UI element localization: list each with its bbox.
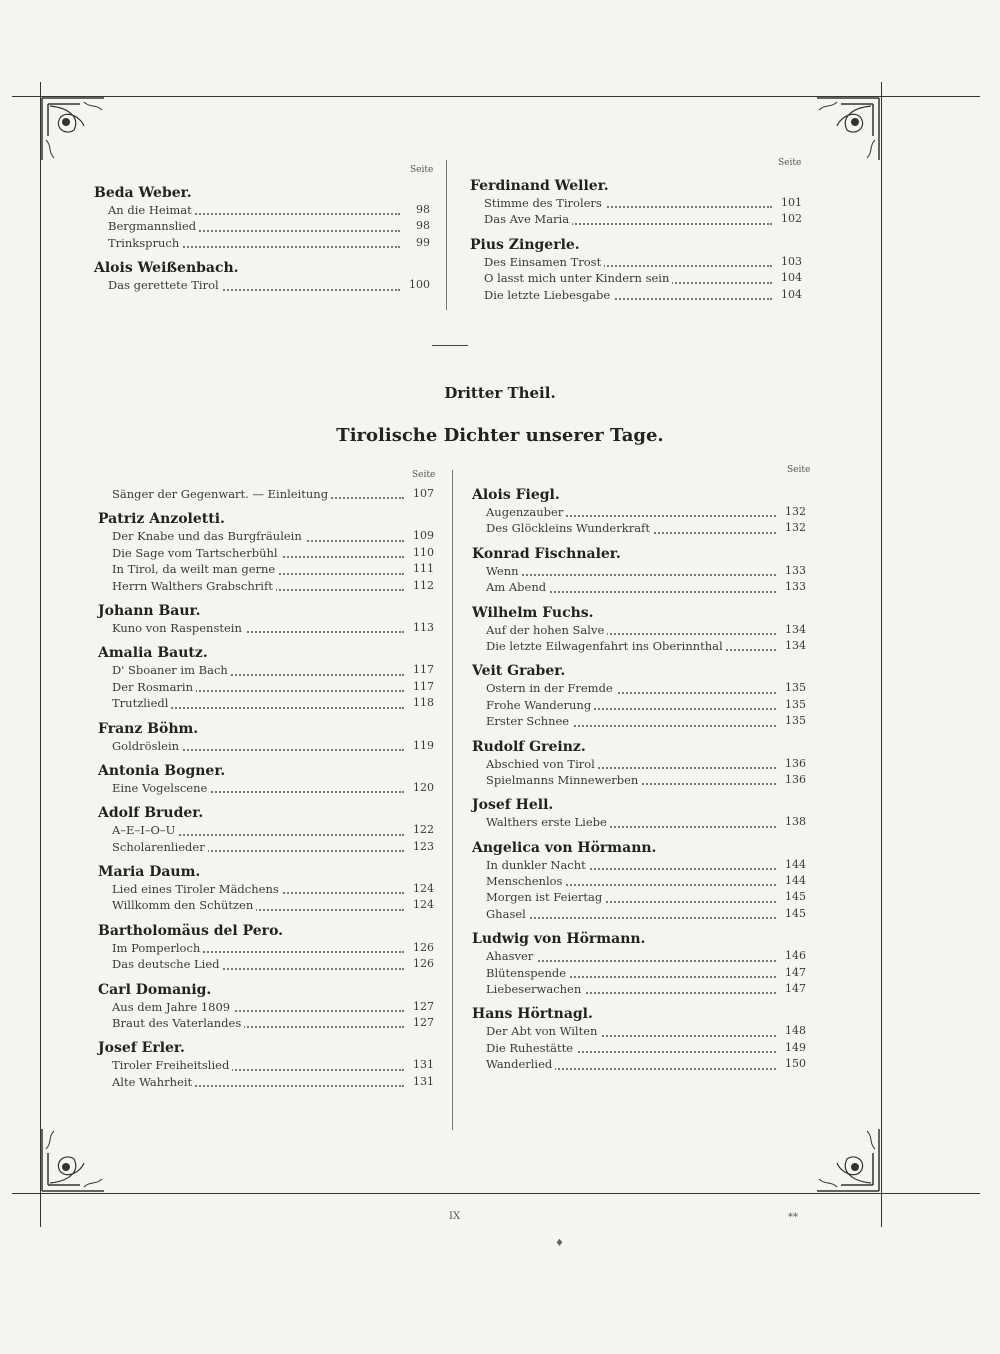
- author-group: [98, 804, 434, 855]
- entry-title: Die letzte Liebesgabe: [484, 287, 613, 303]
- entry-page-number: 127: [413, 999, 434, 1013]
- entry-page-number: 147: [785, 965, 806, 979]
- entry-title: Die Sage vom Tartscherbühl: [112, 545, 281, 561]
- section-subtitle: Tirolische Dichter unserer Tage.: [336, 425, 664, 446]
- toc-entry[interactable]: [472, 1023, 806, 1039]
- entry-page-number: 144: [785, 857, 806, 871]
- entry-title: Herrn Walthers Grabschrift: [112, 578, 276, 594]
- toc-entry[interactable]: [472, 563, 806, 579]
- author-group: [98, 486, 434, 502]
- author-name: Alois Weißenbach.: [94, 260, 239, 277]
- author-name: Antonia Bogner.: [98, 762, 226, 779]
- author-group: [94, 259, 430, 293]
- entry-page-number: 144: [785, 874, 806, 888]
- entry-page-number: 123: [413, 839, 434, 853]
- entry-page-number: 136: [785, 772, 806, 786]
- author-name: Carl Domanig.: [98, 981, 212, 998]
- author-group: [98, 644, 434, 711]
- toc-entry[interactable]: [472, 981, 806, 997]
- toc-entry[interactable]: [472, 697, 806, 713]
- entry-page-number: 145: [785, 906, 806, 920]
- entry-title: Die letzte Eilwagenfahrt ins Oberinnthal: [486, 638, 726, 654]
- toc-column-bottom-left: [98, 486, 434, 1098]
- author-group: [472, 604, 806, 655]
- toc-entry[interactable]: [472, 622, 806, 638]
- entry-page-number: 147: [785, 982, 806, 996]
- author-group: [472, 545, 806, 596]
- entry-page-number: 134: [785, 622, 806, 636]
- entry-title: D' Sboaner im Bach: [112, 662, 231, 678]
- entry-title: O lasst mich unter Kindern sein: [484, 270, 672, 286]
- entry-page-number: 127: [413, 1016, 434, 1030]
- author-group: [472, 738, 806, 789]
- column-separator-top: [446, 160, 447, 310]
- toc-entry[interactable]: [472, 889, 806, 905]
- entry-page-number: 138: [785, 815, 806, 829]
- corner-ornament-icon-top-left: [40, 96, 106, 162]
- author-name: Josef Hell.: [472, 797, 554, 814]
- entry-page-number: 132: [785, 505, 806, 518]
- entry-title: Die Ruhestätte: [486, 1040, 576, 1056]
- dot-leader: [486, 574, 776, 576]
- author-name: Alois Fiegl.: [472, 487, 560, 503]
- entry-title: Liebeserwachen: [486, 981, 584, 997]
- entry-title: Der Rosmarin: [112, 679, 196, 695]
- toc-entry[interactable]: [98, 1057, 434, 1073]
- author-group: [472, 930, 806, 997]
- entry-page-number: 110: [413, 545, 434, 559]
- author-name: Wilhelm Fuchs.: [472, 604, 594, 621]
- toc-entry[interactable]: [470, 254, 802, 270]
- toc-entry[interactable]: [98, 528, 434, 544]
- toc-entry[interactable]: [472, 857, 806, 873]
- author-group: [98, 981, 434, 1032]
- entry-title: Spielmanns Minnewerben: [486, 772, 641, 788]
- toc-entry[interactable]: [472, 1056, 806, 1072]
- entry-page-number: 146: [785, 949, 806, 963]
- author-group: [472, 486, 806, 537]
- toc-entry[interactable]: [472, 965, 806, 981]
- entry-page-number: 117: [413, 663, 434, 677]
- author-name: Amalia Bautz.: [98, 645, 208, 662]
- toc-entry[interactable]: [98, 956, 434, 972]
- author-group: [98, 720, 434, 754]
- frame-left-line: [40, 82, 41, 1227]
- entry-title: Das Ave Maria: [484, 211, 572, 227]
- toc-entry[interactable]: [94, 202, 430, 218]
- seite-label-top-right: Seite: [778, 158, 802, 168]
- toc-entry[interactable]: [98, 822, 434, 838]
- entry-page-number: 131: [413, 1074, 434, 1088]
- author-name: Johann Baur.: [98, 602, 201, 619]
- author-group: [98, 922, 434, 973]
- entry-title: Goldröslein: [112, 738, 182, 754]
- entry-title: Walthers erste Liebe: [486, 814, 610, 830]
- entry-page-number: 122: [413, 823, 434, 837]
- toc-entry[interactable]: [98, 662, 434, 678]
- toc-column-top-left: [94, 184, 430, 302]
- entry-title: Tiroler Freiheitslied: [112, 1057, 232, 1073]
- toc-entry[interactable]: [472, 873, 806, 889]
- entry-page-number: 101: [781, 196, 802, 209]
- toc-entry[interactable]: [98, 545, 434, 561]
- entry-page-number: 113: [413, 620, 434, 634]
- seite-label-bottom-left: Seite: [412, 470, 436, 480]
- entry-page-number: 135: [785, 681, 806, 695]
- entry-page-number: 111: [413, 562, 434, 576]
- toc-entry[interactable]: [472, 772, 806, 788]
- author-name: Ferdinand Weller.: [470, 178, 609, 194]
- entry-title: Eine Vogelscene: [112, 780, 210, 796]
- entry-title: Willkomm den Schützen: [112, 897, 256, 913]
- toc-entry[interactable]: [98, 578, 434, 594]
- entry-page-number: 103: [781, 254, 802, 268]
- author-group: [98, 602, 434, 636]
- entry-page-number: 104: [781, 271, 802, 285]
- entry-title: Menschenlos: [486, 873, 565, 889]
- author-group: [98, 1039, 434, 1090]
- entry-title: Augenzauber: [486, 504, 566, 520]
- author-name: Hans Hörtnagl.: [472, 1006, 593, 1023]
- toc-entry[interactable]: [94, 277, 430, 293]
- author-name: Ludwig von Hörmann.: [472, 931, 646, 948]
- entry-title: Braut des Vaterlandes: [112, 1015, 244, 1031]
- author-group: [98, 510, 434, 594]
- toc-entry[interactable]: [98, 561, 434, 577]
- entry-title: Lied eines Tiroler Mädchens: [112, 881, 282, 897]
- entry-page-number: 133: [785, 580, 806, 594]
- entry-page-number: 120: [413, 780, 434, 794]
- toc-entry[interactable]: [98, 620, 434, 636]
- toc-entry[interactable]: [470, 211, 802, 227]
- toc-entry[interactable]: [472, 504, 806, 520]
- entry-title: Bergmannslied: [108, 218, 199, 234]
- seite-label-top-left: Seite: [410, 165, 434, 175]
- author-name: Veit Graber.: [472, 663, 566, 680]
- entry-title: Im Pomperloch: [112, 940, 203, 956]
- toc-entry[interactable]: [98, 486, 434, 502]
- entry-title: A–E–I–O–U: [112, 822, 178, 838]
- author-group: [94, 184, 430, 251]
- entry-page-number: 109: [413, 529, 434, 543]
- author-group: [98, 762, 434, 796]
- toc-entry[interactable]: [472, 520, 806, 536]
- entry-title: Am Abend: [486, 579, 549, 595]
- entry-title: Des Glöckleins Wunderkraft: [486, 520, 653, 536]
- toc-entry[interactable]: [98, 839, 434, 855]
- author-group: [472, 1005, 806, 1072]
- frame-bottom-line: [12, 1193, 980, 1194]
- toc-column-bottom-right: [472, 486, 806, 1081]
- entry-page-number: 124: [413, 882, 434, 896]
- dot-leader: [486, 917, 776, 919]
- author-name: Adolf Bruder.: [98, 805, 204, 822]
- entry-page-number: 149: [785, 1040, 806, 1054]
- toc-entry[interactable]: [98, 1015, 434, 1031]
- entry-title: Sänger der Gegenwart. — Einleitung: [112, 486, 331, 502]
- entry-title: In Tirol, da weilt man gerne: [112, 561, 278, 577]
- entry-page-number: 126: [413, 940, 434, 954]
- entry-page-number: 135: [785, 714, 806, 728]
- author-name: Patriz Anzoletti.: [98, 511, 225, 528]
- section-title: Dritter Theil.: [444, 384, 556, 402]
- entry-page-number: 150: [785, 1057, 806, 1071]
- author-name: Pius Zingerle.: [470, 236, 580, 253]
- entry-title: Der Abt von Wilten: [486, 1023, 600, 1039]
- entry-title: Trinkspruch: [108, 235, 182, 251]
- section-divider: [432, 345, 468, 346]
- author-group: [472, 662, 806, 729]
- corner-ornament-icon-bottom-right: [815, 1127, 881, 1193]
- author-name: Beda Weber.: [94, 185, 192, 201]
- entry-title: Wanderlied: [486, 1056, 555, 1072]
- entry-title: Frohe Wanderung: [486, 697, 594, 713]
- entry-title: Auf der hohen Salve: [486, 622, 607, 638]
- author-group: [472, 839, 806, 923]
- toc-entry[interactable]: [472, 1040, 806, 1056]
- author-group: [470, 177, 802, 228]
- corner-ornament-icon-top-right: [815, 96, 881, 162]
- entry-title: Ostern in der Fremde: [486, 680, 616, 696]
- author-group: [470, 236, 802, 303]
- toc-entry[interactable]: [472, 756, 806, 772]
- toc-entry[interactable]: [472, 680, 806, 696]
- entry-page-number: 99: [416, 235, 430, 249]
- page-numeral: IX: [449, 1211, 461, 1222]
- seite-label-bottom-right: Seite: [787, 465, 811, 475]
- entry-title: Das gerettete Tirol: [108, 277, 222, 293]
- entry-page-number: 100: [409, 278, 430, 292]
- entry-title: Kuno von Raspenstein: [112, 620, 245, 636]
- author-name: Maria Daum.: [98, 864, 201, 881]
- entry-page-number: 133: [785, 563, 806, 577]
- entry-title: Ghasel: [486, 906, 529, 922]
- toc-column-top-right: [470, 177, 802, 311]
- entry-page-number: 135: [785, 697, 806, 711]
- toc-entry[interactable]: [98, 999, 434, 1015]
- entry-page-number: 112: [413, 578, 434, 592]
- author-name: Angelica von Hörmann.: [472, 839, 657, 856]
- toc-entry[interactable]: [98, 738, 434, 754]
- toc-entry[interactable]: [94, 218, 430, 234]
- entry-title: Aus dem Jahre 1809: [112, 999, 233, 1015]
- signature-mark: **: [788, 1212, 798, 1223]
- toc-entry[interactable]: [98, 780, 434, 796]
- entry-title: Erster Schnee: [486, 713, 572, 729]
- entry-page-number: 134: [785, 638, 806, 652]
- toc-entry[interactable]: [472, 713, 806, 729]
- entry-title: Abschied von Tirol: [486, 756, 598, 772]
- entry-title: Scholarenlieder: [112, 839, 208, 855]
- entry-page-number: 102: [781, 212, 802, 226]
- author-name: Bartholomäus del Pero.: [98, 922, 284, 939]
- toc-entry[interactable]: [94, 235, 430, 251]
- toc-entry[interactable]: [470, 195, 802, 211]
- entry-title: Alte Wahrheit: [112, 1074, 195, 1090]
- entry-page-number: 98: [416, 203, 430, 216]
- entry-title: Trutzliedl: [112, 695, 171, 711]
- toc-entry[interactable]: [472, 814, 806, 830]
- entry-title: Morgen ist Feiertag: [486, 889, 605, 905]
- entry-title: Des Einsamen Trost: [484, 254, 604, 270]
- entry-page-number: 131: [413, 1058, 434, 1072]
- toc-entry[interactable]: [98, 881, 434, 897]
- toc-entry[interactable]: [472, 638, 806, 654]
- entry-page-number: 107: [413, 487, 434, 500]
- entry-title: In dunkler Nacht: [486, 857, 589, 873]
- author-name: Josef Erler.: [98, 1040, 185, 1057]
- column-separator-bottom: [452, 470, 453, 1130]
- toc-entry[interactable]: [98, 940, 434, 956]
- entry-page-number: 132: [785, 521, 806, 535]
- corner-ornament-icon-bottom-left: [40, 1127, 106, 1193]
- toc-entry[interactable]: [470, 287, 802, 303]
- entry-title: Stimme des Tirolers: [484, 195, 605, 211]
- entry-page-number: 136: [785, 756, 806, 770]
- entry-page-number: 124: [413, 898, 434, 912]
- entry-title: Wenn: [486, 563, 522, 579]
- toc-entry[interactable]: [98, 679, 434, 695]
- entry-title: Der Knabe und das Burgfräulein: [112, 528, 305, 544]
- entry-page-number: 118: [413, 696, 434, 710]
- author-group: [472, 796, 806, 830]
- toc-entry[interactable]: [472, 906, 806, 922]
- author-name: Konrad Fischnaler.: [472, 545, 621, 562]
- toc-entry[interactable]: [470, 270, 802, 286]
- entry-title: An die Heimat: [108, 202, 195, 218]
- printer-mark-icon: ♦: [555, 1238, 564, 1249]
- toc-entry[interactable]: [98, 1074, 434, 1090]
- author-name: Rudolf Greinz.: [472, 738, 586, 755]
- entry-page-number: 98: [416, 219, 430, 233]
- frame-right-line: [881, 82, 882, 1227]
- entry-page-number: 126: [413, 957, 434, 971]
- entry-page-number: 119: [413, 738, 434, 752]
- entry-title: Das deutsche Lied: [112, 956, 223, 972]
- author-group: [98, 863, 434, 914]
- entry-page-number: 104: [781, 287, 802, 301]
- entry-title: Blütenspende: [486, 965, 569, 981]
- toc-entry[interactable]: [98, 695, 434, 711]
- toc-entry[interactable]: [98, 897, 434, 913]
- toc-entry[interactable]: [472, 948, 806, 964]
- author-name: Franz Böhm.: [98, 720, 199, 737]
- entry-page-number: 148: [785, 1024, 806, 1038]
- entry-page-number: 145: [785, 890, 806, 904]
- entry-title: Ahasver: [486, 948, 536, 964]
- toc-entry[interactable]: [472, 579, 806, 595]
- entry-page-number: 117: [413, 679, 434, 693]
